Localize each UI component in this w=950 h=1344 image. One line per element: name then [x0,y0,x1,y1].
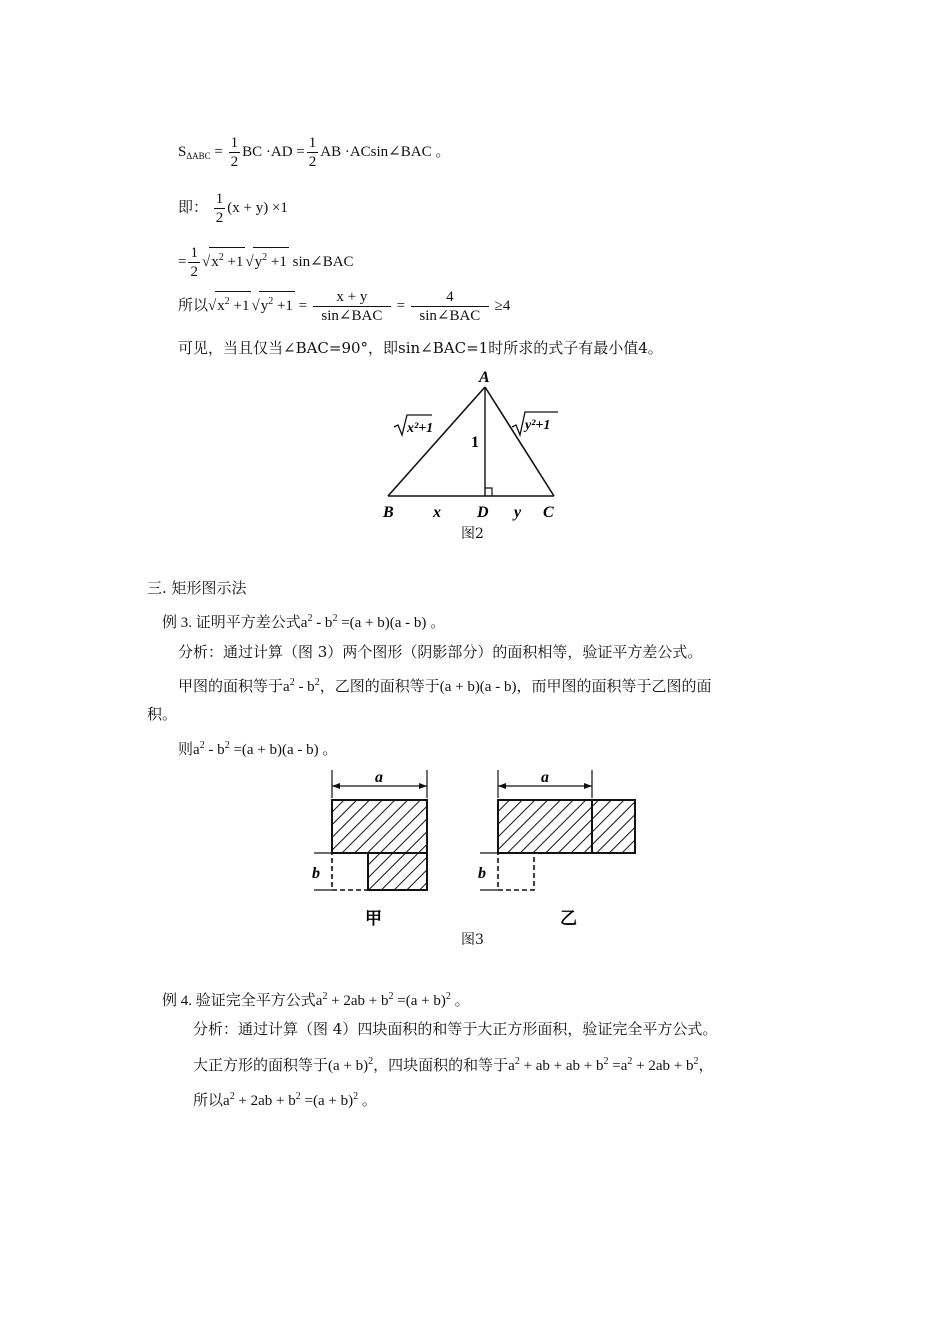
right-shaded-rect [498,800,635,853]
bc-ad-product: BC ·AD = [242,143,305,160]
sqrt-x2-plus-1-b: $√x^2 +1$ [208,291,251,316]
right-dim-label-a: a [541,769,549,786]
right-angle-mark [485,488,492,496]
vertex-a-label: A [479,369,490,386]
segment-x-label: x [433,504,441,521]
sqrt-x2-plus-1: $√x^2 +1$ [202,247,245,272]
ab-ac-sin-product: AB ·ACsin∠BAC 。 [320,143,451,160]
four-over-sin: $\frac{4}{\text{sin∠BAC}}$ [411,288,489,325]
jia-label: 甲 [365,909,382,928]
right-dim-arrow-r [584,783,592,789]
equals-sign-3: = [178,253,187,270]
example-4-analysis: 分析：通过计算（图 4）四块面积的和等于大正方形面积，验证完全平方公式。 [193,1020,718,1038]
sqrt-y2-plus-1: $√y^2 +1$ [245,247,288,272]
altitude-1-label: 1 [471,434,479,451]
example-3-line: 例 3. 证明平方差公式$a^2 - b^2 =(a + b)(a - b)$ 。 [162,613,446,631]
example-4-area-line: 大正方形的面积等于$(a + b)^2$，四块面积的和等于$a^2$ + ab + ab + $b^2 =a^2 + 2ab + b^2$， [193,1056,714,1074]
right-dashed-square [498,853,534,890]
vertex-c-label: C [543,504,554,521]
equation-line-4: 所以$√x^2 +1$ $√y^2 +1$ = $\frac{x + y}{\text{sin∠BAC}}$ = $\frac{4}{\text{sin∠BAC}}$ ≥4 [178,289,511,324]
figure-2-triangle [380,365,580,525]
half-fraction-4: $\frac{1}{2}$ [190,245,198,280]
right-b-label: b [478,865,486,882]
left-bottom-shaded [368,853,427,890]
figure-3-rectangles [305,762,650,937]
half-fraction-2: $\frac{1}{2}$ [308,135,317,170]
vertex-b-label: B [383,504,394,521]
example-3-area-line-wrap: 积。 [147,705,178,723]
yi-label: 乙 [560,909,577,928]
half-fraction-3: $\frac{1}{2}$ [215,191,224,226]
left-dim-arrow-l [332,783,340,789]
example-4-line: 例 4. 验证完全平方公式$a^2 + 2ab + b^2 =(a + b)^2$ 。 [162,991,470,1009]
equation-line-2 [178,190,288,227]
sin-bac: sin∠BAC [292,253,354,270]
conclusion-text: 可见，当且仅当∠BAC=90°，即sin∠BAC=1时所求的式子有最小值4。 [178,339,663,357]
example-3-then-line: 则$a^2 - b^2 =(a + b)(a - b)$ 。 [178,740,338,758]
figure-3-caption: 图3 [461,932,484,948]
sqrt-y2-plus-1-b: $√y^2 +1$ [251,291,294,316]
right-dim-arrow-l [498,783,506,789]
example-3-area-line: 甲图的面积等于$a^2 - b^2$，乙图的面积等于(a + b)(a - b)，而甲图的面积等于乙图的面 [178,677,712,695]
left-dim-label-a: a [375,769,383,786]
left-top-shaded [332,800,427,853]
area-symbol: S [178,143,187,160]
equation-line-3 [178,244,354,281]
namely-label: 即： [178,199,209,216]
segment-y-label: y [514,504,522,521]
figure-2-caption: 图2 [461,526,484,542]
equals-sign: = [214,143,223,160]
x-plus-y-times-1: (x + y) ×1 [227,199,288,216]
half-fraction: $\frac{1}{2}$ [230,135,239,170]
left-dim-arrow-r [419,783,427,789]
example-3-analysis: 分析：通过计算（图 3）两个图形（阴影部分）的面积相等，验证平方差公式。 [178,643,703,661]
left-b-label: b [312,865,320,882]
side-ac [485,387,554,496]
area-formula-line [178,134,450,171]
left-side-label: x²+1 [407,421,434,436]
ge-four: ≥4 [494,297,511,314]
therefore-label: 所以 [178,297,209,314]
foot-d-label: D [477,504,489,521]
area-subscript: ΔABC [186,150,211,161]
left-dashed-square [332,853,368,890]
right-side-label: y²+1 [525,418,551,433]
section-3-heading: 三. 矩形图示法 [147,579,247,597]
example-4-therefore-line: 所以$a^2 + 2ab + b^2 =(a + b)^2$ 。 [193,1091,377,1109]
x-plus-y-over-sin: $\frac{x + y}{\text{sin∠BAC}}$ [313,288,391,325]
